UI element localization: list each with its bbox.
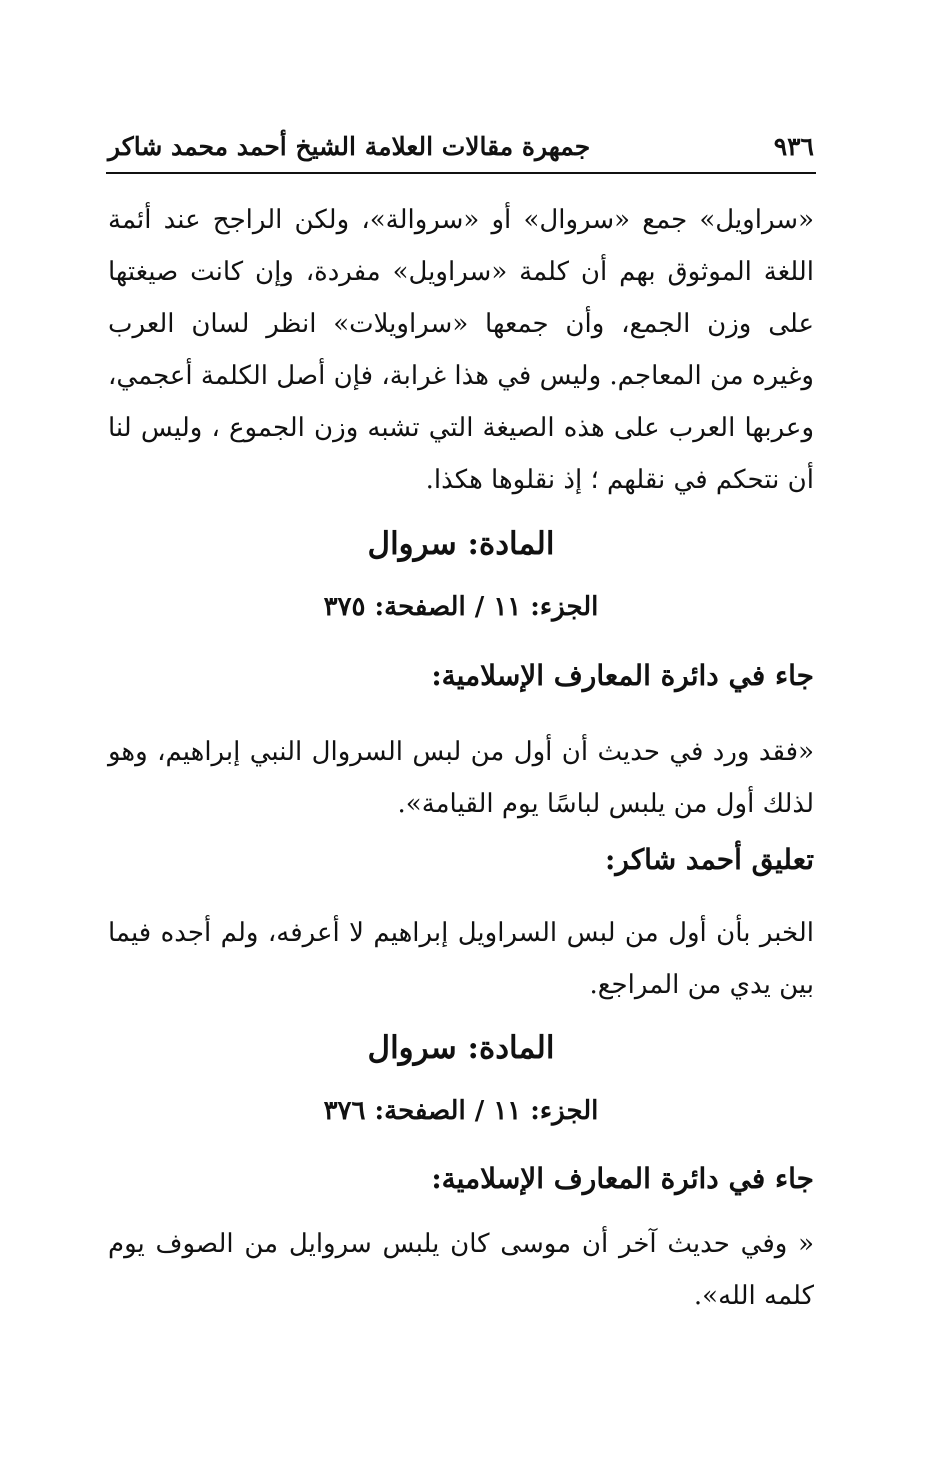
entry1-comment: الخبر بأن أول من لبس السراويل إبراهيم لا أعرفه، ولم أجده فيما بين يدي من المراجع. [108, 918, 814, 1000]
entry1-madda-heading: المادة: سروال [367, 526, 555, 562]
entry1-comment-heading: تعليق أحمد شاكر: [605, 843, 814, 876]
entry2-quote: « وفي حديث آخر أن موسى كان يلبس سروايل من الصوف يوم كلمه الله». [108, 1229, 814, 1311]
entry2-volume-page-ref: الجزء: ١١ / الصفحة: ٣٧٦ [323, 1096, 599, 1126]
entry1-quote-block [108, 726, 814, 830]
entry1-source-heading: جاء في دائرة المعارف الإسلامية: [431, 659, 814, 692]
entry1-comment-block [108, 907, 814, 1011]
running-title: جمهرة مقالات العلامة الشيخ أحمد محمد شاكر [108, 131, 591, 161]
entry2-quote-block [108, 1218, 814, 1322]
entry1-quote: «فقد ورد في حديث أن أول من لبس السروال النبي إبراهيم، وهو لذلك أول من يلبس لباسًا يوم القيامة». [108, 737, 814, 819]
intro-paragraph-block [108, 194, 814, 506]
entry1-volume-page-ref: الجزء: ١١ / الصفحة: ٣٧٥ [323, 592, 599, 622]
header-rule [106, 172, 816, 174]
running-header [108, 126, 814, 166]
intro-paragraph: «سراويل» جمع «سروال» أو «سروالة»، ولكن الراجح عند أئمة اللغة الموثوق بهم أن كلمة «سراويل» مفردة، وإن كانت صيغتها على وزن الجمع، وأن جمعها «سراويلات» انظر لسان العرب وغيره من المعاجم. وليس في هذا غرابة، فإن أصل الكلمة أعجمي، وعربها العرب على هذه الصيغة التي تشبه وزن الجموع ، وليس لنا أن نتحكم في نقلهم ؛ إذ نقلوها هكذا. [108, 205, 814, 495]
entry2-madda-heading: المادة: سروال [367, 1030, 555, 1066]
page-number: ٩٣٦ [773, 131, 814, 161]
entry2-source-heading: جاء في دائرة المعارف الإسلامية: [431, 1162, 814, 1195]
